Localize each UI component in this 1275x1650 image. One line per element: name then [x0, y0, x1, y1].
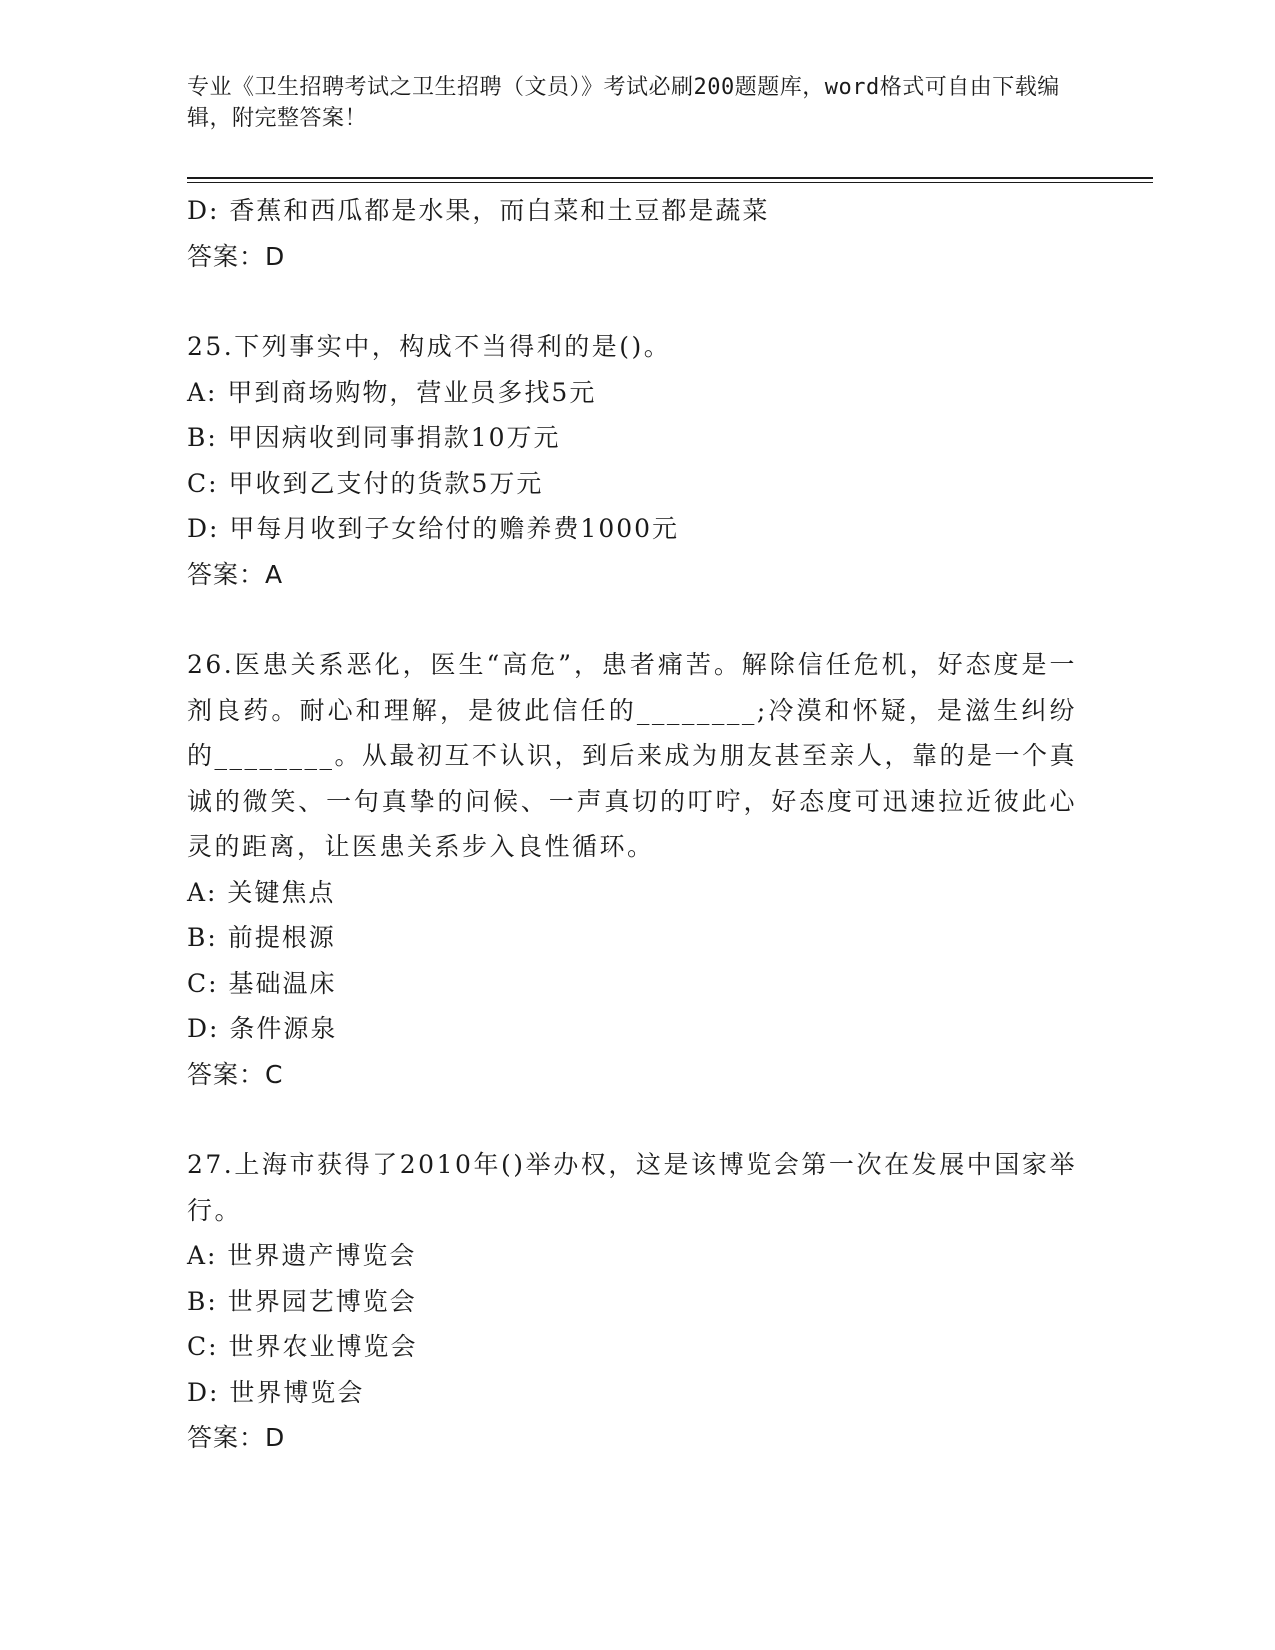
header-divider-thick: [187, 177, 1153, 179]
option-d: D: 甲每月收到子女给付的赡养费1000元: [187, 514, 680, 543]
option-a: A: 甲到商场购物，营业员多找5元: [187, 377, 597, 407]
option-c: C: 基础温床: [187, 968, 337, 998]
question-stem: 27.上海市获得了2010年()举办权，这是该博览会第一次在发展中国家举行。: [187, 1150, 1077, 1225]
header-divider-thin: [187, 182, 1153, 183]
option-c: C: 世界农业博览会: [187, 1332, 418, 1361]
question-26: [187, 642, 1077, 1097]
question-spacer: [187, 597, 1077, 642]
question-stem: 25.下列事实中，构成不当得利的是()。: [187, 332, 672, 361]
question-spacer: [187, 279, 1077, 324]
question-27: [187, 1142, 1077, 1461]
option-b: B: 甲因病收到同事捐款10万元: [187, 423, 561, 452]
answer-line: 答案：A: [187, 559, 284, 589]
answer-line: 答案：C: [187, 1059, 284, 1089]
option-d: D: 香蕉和西瓜都是水果，而白菜和土豆都是蔬菜: [187, 196, 770, 225]
option-c: C: 甲收到乙支付的货款5万元: [187, 468, 544, 498]
option-b: B: 前提根源: [187, 923, 336, 952]
answer-line: 答案：D: [187, 1423, 286, 1452]
document-body: [187, 188, 1077, 1461]
option-a: A: 关键焦点: [187, 877, 336, 907]
option-a: A: 世界遗产博览会: [187, 1241, 417, 1270]
question-stem: 26.医患关系恶化，医生“高危”，患者痛苦。解除信任危机，好态度是一剂良药。耐心和理解，是彼此信任的________;冷漠和怀疑，是滋生纠纷的________。从最初互不认识，到后来成为朋友甚至亲人，靠的是一个真诚的微笑、一句真挚的问候、一声真切的叮咛，好态度可迅速拉近彼此心灵的距离，让医患关系步入良性循环。: [187, 650, 1078, 861]
option-d: D: 世界博览会: [187, 1377, 365, 1407]
option-d: D: 条件源泉: [187, 1014, 338, 1043]
option-b: B: 世界园艺博览会: [187, 1286, 417, 1316]
document-header: 专业《卫生招聘考试之卫生招聘（文员）》考试必刷200题题库，word格式可自由下载编辑，附完整答案！: [187, 75, 1060, 131]
answer-line: 答案：D: [187, 241, 286, 271]
question-spacer: [187, 1097, 1077, 1142]
question-25: [187, 324, 1077, 597]
